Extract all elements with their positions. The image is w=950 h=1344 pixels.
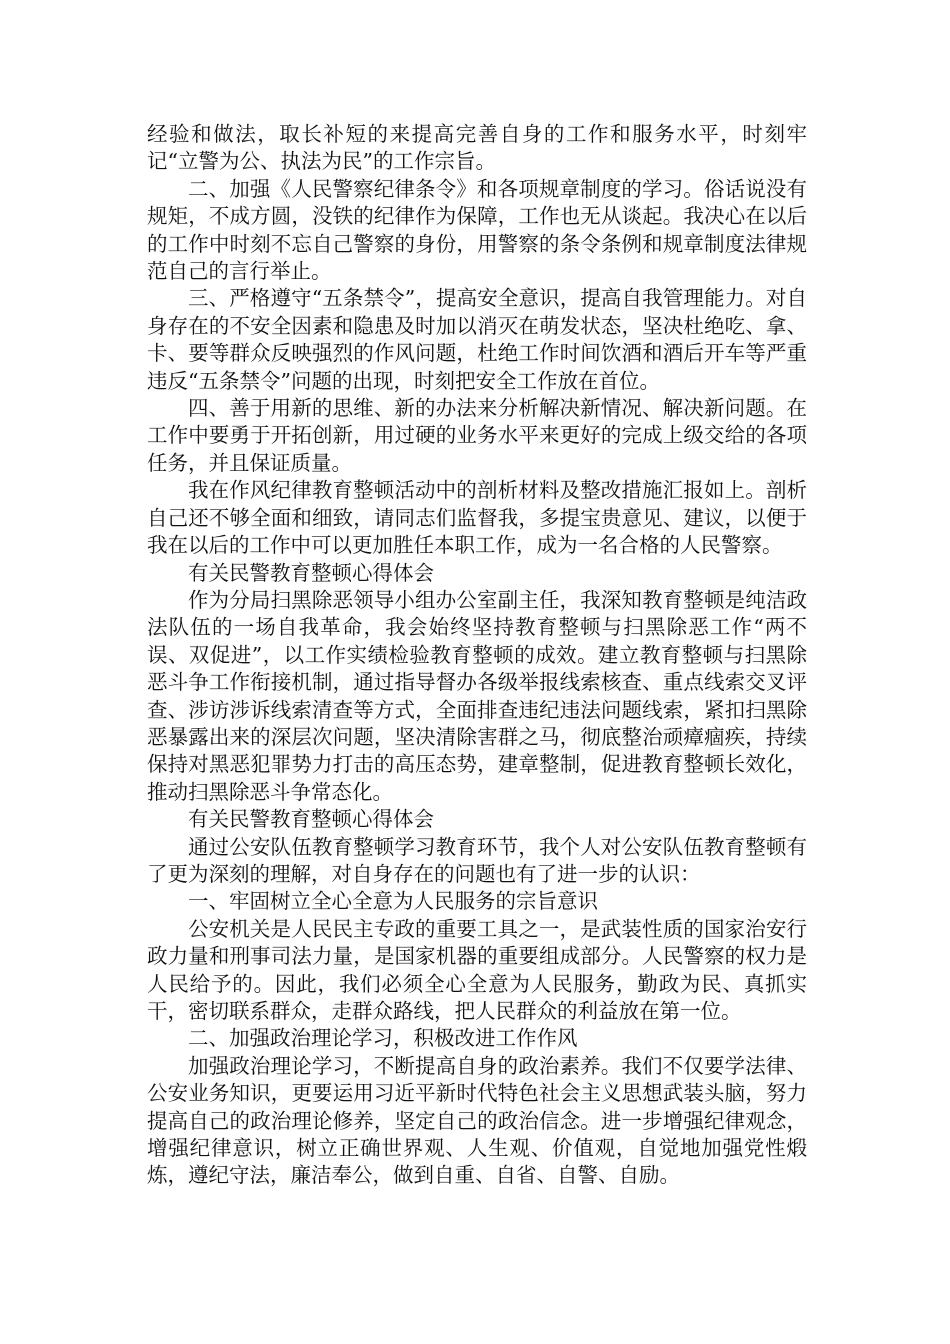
document-body — [147, 121, 807, 1190]
paragraph-report-summary: 我在作风纪律教育整顿活动中的剖析材料及整改措施汇报如上。剖析自己还不够全面和细致，请同志们监督我，多提宝贵意见、建议，以便于我在以后的工作中可以更加胜任本职工作，成为一名合格的人民警察。 — [147, 478, 807, 558]
paragraph-public-security: 公安机关是人民民主专政的重要工具之一，是武装性质的国家治安行政力量和刑事司法力量，是国家机器的重要组成部分。人民警察的权力是人民给予的。因此，我们必须全心全意为人民服务，勤政为民、真抓实干，密切联系群众，走群众路线，把人民群众的利益放在第一位。 — [147, 916, 807, 1023]
paragraph-new-thinking: 四、善于用新的思维、新的办法来分析解决新情况、解决新问题。在工作中要勇于开拓创新，用过硬的业务水平来更好的完成上级交给的各项任务，并且保证质量。 — [147, 396, 807, 475]
paragraph-discipline-regulations: 二、加强《人民警察纪律条令》和各项规章制度的学习。俗话说没有规矩，不成方圆，没铁的纪律作为保障，工作也无从谈起。我决心在以后的工作中时刻不忘自己警察的身份，用警察的条令条例和规章制度法律规范自己的言行举止。 — [147, 176, 807, 284]
paragraph-continued: 经验和做法，取长补短的来提高完善自身的工作和服务水平，时刻牢记“立警为公、执法为民”的工作宗旨。 — [147, 122, 807, 174]
paragraph-political-theory: 加强政治理论学习，不断提高自身的政治素养。我们不仅要学法律、公安业务知识，更要运用习近平新时代特色社会主义思想武装头脑，努力提高自己的政治理论修养，坚定自己的政治信念。进一步增强纪律观念，增强纪律意识，树立正确世界观、人生观、价值观，自觉地加强党性煅炼，遵纪守法，廉洁奉公，做到自重、自省、自警、自励。 — [147, 1053, 807, 1188]
subheading-serve-people: 一、牢固树立全心全意为人民服务的宗旨意识 — [188, 889, 598, 914]
section-heading: 有关民警教育整顿心得体会 — [188, 807, 434, 832]
section-heading: 有关民警教育整顿心得体会 — [188, 560, 434, 585]
subheading-political-study: 二、加强政治理论学习，积极改进工作作风 — [188, 1026, 578, 1051]
paragraph-anti-crime: 作为分局扫黑除恶领导小组办公室副主任，我深知教育整顿是纯洁政法队伍的一场自我革命，我会始终坚持教育整顿与扫黑除恶工作“两不误、双促进”，以工作实绩检验教育整顿的成效。建立教育整顿与扫黑除恶斗争工作衔接机制，通过指导督办各级举报线索核查、重点线索交叉评查、涉访涉诉线索清查等方式，全面排查违纪违法问题线索，紧扣扫黑除恶暴露出来的深层次问题，坚决清除害群之马，彻底整治顽瘴痼疾，持续保持对黑恶犯罪势力打击的高压态势，建章整制，促进教育整顿长效化，推动扫黑除恶斗争常态化。 — [147, 587, 807, 804]
paragraph-intro: 通过公安队伍教育整顿学习教育环节，我个人对公安队伍教育整顿有了更为深刻的理解，对自身存在的问题也有了进一步的认识： — [147, 834, 807, 886]
paragraph-five-prohibitions: 三、严格遵守“五条禁令”，提高安全意识，提高自我管理能力。对自身存在的不安全因素和隐患及时加以消灭在萌发状态，坚决杜绝吃、拿、卡、要等群众反映强烈的作风问题，杜绝工作时间饮酒和酒后开车等严重违反“五条禁令”问题的出现，时刻把安全工作放在首位。 — [147, 286, 807, 393]
